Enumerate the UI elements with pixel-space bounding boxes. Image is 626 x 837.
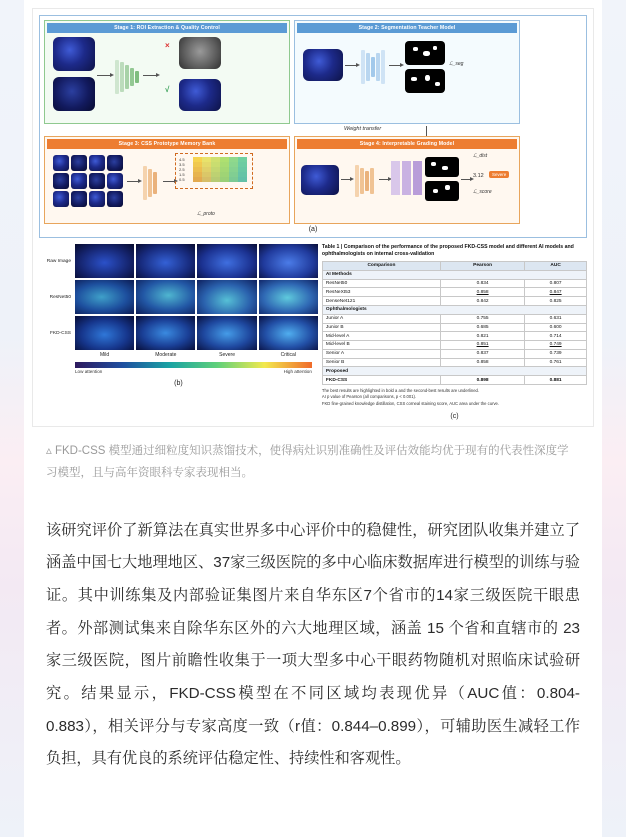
segmentation-input-image [303, 49, 343, 81]
arrow-to-mask [389, 65, 401, 66]
row-auc: 0.631 [525, 314, 587, 323]
panel-b-letter: (b) [174, 380, 183, 387]
article-paragraph: 该研究评价了新算法在真实世界多中心评价中的稳健性，研究团队收集并建立了涵盖中国七大地理地区、37家三级医院的多中心临床数据库进行模型的训练与验证。其中训练集及内部验证集图片来自华东区7个省市的14家三级医院干眼患者。外部测试集来自除华东区外的六大地理区域，涵盖 15 个省和直辖市的 23 家三级医院，图片前瞻性收集于一项大型多中心干眼药物随机对照临床试验研究。结果显示，FKD-CSS模型在不同区域均表现优异（AUC值：0.804-0.883），相关评分与专家高度一致（r值：0.844–0.899），可辅助医生减轻工作负担，具有优良的系统评估稳定性、持续性和客观性。 [46, 521, 580, 768]
memory-bank-highlight-box [175, 153, 253, 189]
row-name: FKD-CSS [322, 376, 440, 385]
th-comparison: Comparison [322, 262, 440, 271]
fkdcss-mild [75, 316, 134, 350]
arrow-to-encoder [127, 181, 139, 182]
table-row [322, 288, 586, 297]
row-auc: 0.761 [525, 358, 587, 367]
grading-input-image [301, 165, 339, 195]
panel-c-letter: (c) [450, 412, 459, 420]
predicted-score-value: 3.12 [473, 173, 484, 179]
table-row [322, 341, 586, 350]
weight-transfer-label: Weight transfer [344, 126, 382, 132]
prototype-image-grid [53, 155, 123, 207]
section-label-proposed: Proposed [322, 367, 586, 376]
table-footnote-1: The best results are highlighted in bold a and the second-best results are underlined. [321, 387, 480, 393]
accepted-roi-image [179, 79, 221, 111]
stage-1-title: Stage 1: ROI Extraction & Quality Control [47, 23, 287, 33]
stage-2-segmentation-teacher [294, 20, 520, 124]
loss-seg-label: ℒ_seg [449, 61, 464, 67]
table-row [322, 323, 586, 332]
row-pearson: 0.858 [440, 288, 524, 297]
table-row [322, 314, 586, 323]
row-pearson: 0.842 [440, 297, 524, 306]
row-pearson: 0.755 [440, 314, 524, 323]
severity-badge: Severe [489, 171, 509, 178]
table-row [322, 349, 586, 358]
row-auc: 0.739 [525, 349, 587, 358]
col-label-critical: Critical [280, 352, 296, 358]
section-label-ophthalmologists: Ophthalmologists [322, 305, 586, 314]
row-label-raw-image: Raw Image [46, 258, 71, 264]
page-edge-right [602, 0, 626, 837]
feature-map-stack [391, 161, 422, 195]
arrow-to-student-net [341, 179, 351, 180]
resnet50-severe [197, 280, 256, 314]
row-pearson: 0.834 [440, 279, 524, 288]
row-pearson: 0.821 [440, 332, 524, 341]
fkdcss-critical [259, 316, 318, 350]
prototype-encoder [143, 163, 157, 203]
page-edge-left [0, 0, 24, 837]
col-label-mild: Mild [100, 352, 110, 358]
raw-image-moderate [136, 244, 195, 278]
row-pearson: 0.858 [440, 358, 524, 367]
rejected-image [179, 37, 221, 69]
table-row [322, 332, 586, 341]
fkdcss-moderate [136, 316, 195, 350]
table-row [322, 279, 586, 288]
row-name: Junior A [322, 314, 440, 323]
colorbar-low-label: Low attention [75, 369, 103, 374]
quality-fail-mark: × [165, 41, 170, 50]
row-label-fkd-css: FKD-CSS [49, 330, 71, 336]
predicted-mask-2 [425, 181, 459, 201]
row-auc: 0.825 [525, 297, 587, 306]
resnet50-moderate [136, 280, 195, 314]
raw-image-mild [75, 244, 134, 278]
loss-score-label: ℒ_score [473, 189, 492, 195]
figure-panel-a [39, 15, 587, 238]
row-label-resnet50: ResNet50 [49, 294, 71, 300]
table-row [322, 376, 586, 385]
row-auc: 0.714 [525, 332, 587, 341]
row-auc: 0.749 [525, 341, 587, 350]
raw-image-critical [259, 244, 318, 278]
row-name: Mid-level A [322, 332, 440, 341]
col-label-moderate: Moderate [155, 352, 177, 358]
row-name: Junior B [322, 323, 440, 332]
loss-dist-label: ℒ_dist [473, 153, 488, 159]
quality-pass-mark: √ [165, 85, 170, 94]
stage-3-css-prototype-memory-bank [44, 136, 290, 224]
figure-card [32, 8, 594, 427]
stage-2-title: Stage 2: Segmentation Teacher Model [297, 23, 517, 33]
table-section-row [322, 367, 586, 376]
resnet50-critical [259, 280, 318, 314]
fkdcss-severe [197, 316, 256, 350]
arrow-to-quality-result [143, 75, 157, 76]
input-fundus-image-2 [53, 77, 95, 111]
table-title: Table 1 | Comparison of the performance of the proposed FKD-CSS model and different AI models and ophthalmologists on internal cross-validation [321, 244, 574, 258]
arrow-to-quality-net [97, 75, 111, 76]
row-auc: 0.881 [525, 376, 587, 385]
row-name: Senior B [322, 358, 440, 367]
row-name: Senior A [322, 349, 440, 358]
colorbar-high-label: High attention [283, 369, 312, 374]
stage-4-interpretable-grading [294, 136, 520, 224]
row-name: ResNeXt53 [322, 288, 440, 297]
attention-grid [39, 244, 318, 358]
input-fundus-image-1 [53, 37, 95, 71]
student-network [355, 161, 374, 201]
figure-caption: ▵ FKD-CSS 模型通过细粒度知识蒸馏技术，使得病灶识别准确性及评估效能均优于现有的代表性深度学习模型，且与高年资眼科专家表现相当。 [46, 444, 569, 479]
segmentation-mask-2 [405, 69, 445, 93]
raw-image-severe [197, 244, 256, 278]
arrow-to-memory-bank [163, 181, 175, 182]
resnet50-mild [75, 280, 134, 314]
attention-colorbar [75, 362, 312, 368]
row-pearson: 0.851 [440, 341, 524, 350]
arrow-to-score [461, 179, 471, 180]
stage-3-title: Stage 3: CSS Prototype Memory Bank [47, 139, 287, 149]
th-auc: AUC [525, 262, 587, 271]
table-section-row [322, 305, 586, 314]
results-table [322, 261, 587, 385]
quality-control-network [115, 57, 139, 97]
table-footnote-3: FKD fine-grained knowledge distillation, CSS corneal staining score, AUC area under the curve. [321, 400, 500, 406]
stage-4-title: Stage 4: Interpretable Grading Model [297, 139, 517, 149]
col-label-severe: Severe [219, 352, 235, 358]
segmentation-mask-1 [405, 41, 445, 65]
row-name: DenseNet121 [322, 297, 440, 306]
stage-1-roi-extraction [44, 20, 290, 124]
prototype-scale-labels: 4.5 3.5 2.5 1.5 0.5 [179, 157, 185, 182]
section-label-ai-methods: AI Methods [322, 270, 586, 279]
th-pearson: Pearson [440, 262, 524, 271]
row-name: ResNet50 [322, 279, 440, 288]
article-page [24, 0, 602, 837]
arrow-to-teacher-net [345, 65, 357, 66]
row-pearson: 0.837 [440, 349, 524, 358]
row-auc: 0.847 [525, 288, 587, 297]
row-auc: 0.600 [525, 323, 587, 332]
table-header-row [322, 262, 586, 271]
table-row [322, 358, 586, 367]
arrow-to-feature-maps [379, 179, 389, 180]
teacher-unet [361, 47, 385, 87]
panel-a-letter: (a) [308, 226, 318, 233]
row-pearson: 0.898 [440, 376, 524, 385]
figure-panel-b [39, 244, 318, 387]
row-pearson: 0.685 [440, 323, 524, 332]
table-section-row [322, 270, 586, 279]
predicted-mask-1 [425, 157, 459, 177]
table-row [322, 297, 586, 306]
table-footnote-2: AI p value of Pearson (all comparisons, p < 0.001). [321, 394, 417, 400]
row-name: Mid-level B [322, 341, 440, 350]
figure-panel-c [322, 244, 587, 420]
row-auc: 0.807 [525, 279, 587, 288]
loss-proto-label: ℒ_proto [197, 211, 215, 217]
